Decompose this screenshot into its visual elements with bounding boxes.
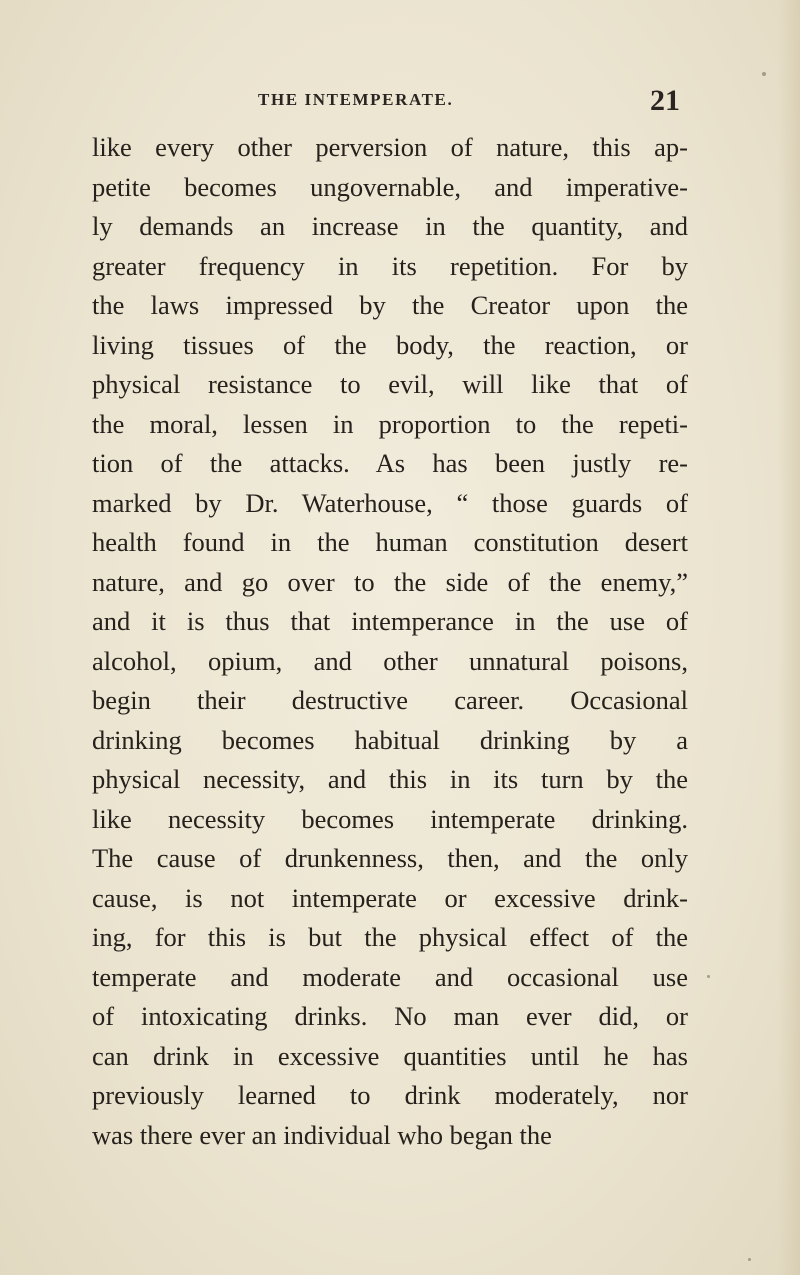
text-line: The cause of drunkenness, then, and the only bbox=[92, 843, 688, 873]
text-line: can drink in excessive quantities until he has bbox=[92, 1040, 688, 1071]
text-line: cause, is not intemperate or excessive drink- bbox=[92, 882, 688, 913]
text-line: alcohol, opium, and other unnatural poisons, bbox=[92, 645, 688, 676]
text-line: drinking becomes habitual drinking by a bbox=[92, 724, 688, 755]
text-line: previously learned to drink moderately, nor bbox=[92, 1080, 688, 1110]
text-line: tion of the attacks. As has been justly re- bbox=[92, 448, 688, 478]
paper-speck bbox=[707, 975, 710, 978]
text-line: living tissues of the body, the reaction, or bbox=[92, 329, 688, 360]
text-line: was there ever an individual who began the bbox=[92, 1119, 552, 1150]
body-text bbox=[92, 128, 688, 1155]
text-line: of intoxicating drinks. No man ever did, or bbox=[92, 1001, 688, 1031]
running-title: THE INTEMPERATE. bbox=[258, 90, 454, 109]
text-line: nature, and go over to the side of the enemy,” bbox=[92, 566, 688, 597]
text-line: the laws impressed by the Creator upon the bbox=[92, 290, 688, 320]
text-line: and it is thus that intemperance in the use of bbox=[92, 606, 688, 636]
running-head bbox=[258, 86, 688, 126]
text-line: greater frequency in its repetition. For by bbox=[92, 250, 688, 281]
page-edge-shadow bbox=[778, 0, 800, 1275]
text-line: physical necessity, and this in its turn by the bbox=[92, 764, 688, 794]
text-line: marked by Dr. Waterhouse, “ those guards of bbox=[92, 487, 688, 518]
text-line: physical resistance to evil, will like that of bbox=[92, 369, 688, 399]
paper-speck bbox=[748, 1258, 751, 1261]
paper-speck bbox=[762, 72, 766, 76]
text-line: temperate and moderate and occasional use bbox=[92, 961, 688, 992]
text-line: health found in the human constitution desert bbox=[92, 527, 688, 557]
page-number: 21 bbox=[650, 84, 680, 117]
text-line: begin their destructive career. Occasional bbox=[92, 685, 688, 715]
text-line: the moral, lessen in proportion to the repeti- bbox=[92, 408, 688, 439]
text-line: ing, for this is but the physical effect of the bbox=[92, 922, 688, 952]
text-line: like necessity becomes intemperate drinking. bbox=[92, 803, 688, 834]
text-line: like every other perversion of nature, this ap- bbox=[92, 132, 688, 162]
text-line: petite becomes ungovernable, and imperative- bbox=[92, 171, 688, 202]
text-line: ly demands an increase in the quantity, and bbox=[92, 211, 688, 241]
